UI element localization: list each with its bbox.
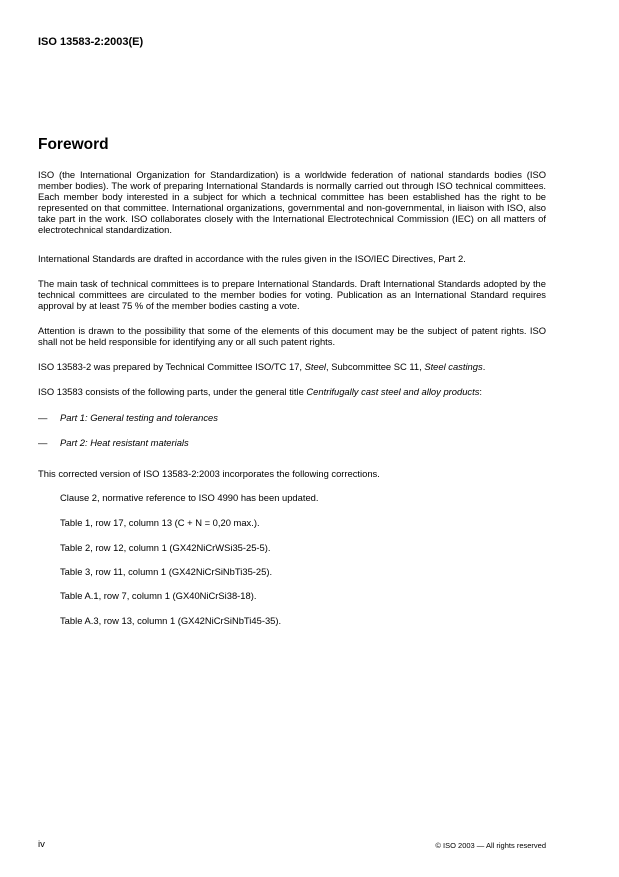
- paragraph-patent-rights: Attention is drawn to the possibility that some of the elements of this document may be the subject of patent rights. ISO shall not be held responsible for identifying any or all such patent rights.: [38, 325, 546, 347]
- correction-item: Table 3, row 11, column 1 (GX42NiCrSiNbTi35-25).: [60, 566, 273, 577]
- document-id-header: ISO 13583-2:2003(E): [38, 36, 144, 48]
- text-segment: ISO 13583-2 was prepared by Technical Committee ISO/TC 17,: [38, 361, 305, 372]
- paragraph-corrections-intro: This corrected version of ISO 13583-2:2003 incorporates the following corrections.: [38, 468, 380, 479]
- paragraph-drafting-rules: International Standards are drafted in accordance with the rules given in the ISO/IEC Directives, Part 2.: [38, 253, 466, 264]
- paragraph-parts-intro: [38, 387, 546, 398]
- text-segment: , Subcommittee SC 11,: [326, 361, 425, 372]
- copyright-notice: © ISO 2003 — All rights reserved: [435, 841, 546, 850]
- dash-bullet: —: [38, 412, 48, 423]
- part-2-label: Part 2: Heat resistant materials: [60, 437, 189, 448]
- subcommittee-name-steel-castings: Steel castings: [424, 361, 483, 372]
- part-1-label: Part 1: General testing and tolerances: [60, 412, 218, 423]
- correction-item: Table A.1, row 7, column 1 (GX40NiCrSi38-18).: [60, 590, 257, 601]
- correction-item: Table 1, row 17, column 13 (C + N = 0,20 max.).: [60, 517, 260, 528]
- correction-item: Table 2, row 12, column 1 (GX42NiCrWSi35-25-5).: [60, 542, 271, 553]
- paragraph-iso-federation: ISO (the International Organization for Standardization) is a worldwide federation of national standards bodies (ISO member bodies). The work of preparing International Standards is normally carried out through ISO technical committees. Each member body interested in a subject for which a technical committee has been established has the right to be represented on that committee. International organizations, governmental and non-governmental, in liaison with ISO, also take part in the work. ISO collaborates closely with the International Electrotechnical Commission (IEC) on all matters of electrotechnical standardization.: [38, 169, 546, 235]
- correction-item: Clause 2, normative reference to ISO 4990 has been updated.: [60, 492, 319, 503]
- text-segment: .: [482, 361, 486, 372]
- list-item-part-1: [38, 412, 218, 423]
- paragraph-committee-task: The main task of technical committees is to prepare International Standards. Draft International Standards adopted by the technical committees are circulated to the member bodies for voting. Publication as an International Standard requires approval by at least 75 % of the member bodies casting a vote.: [38, 278, 546, 311]
- text-segment: :: [479, 386, 483, 397]
- text-segment: ISO 13583 consists of the following parts, under the general title: [38, 386, 307, 397]
- general-title: Centrifugally cast steel and alloy products: [306, 386, 480, 397]
- paragraph-prepared-by: [38, 362, 546, 373]
- page-number: iv: [38, 839, 45, 850]
- committee-name-steel: Steel: [304, 361, 326, 372]
- page-title: Foreword: [38, 136, 109, 153]
- list-item-part-2: [38, 437, 189, 448]
- correction-item: Table A.3, row 13, column 1 (GX42NiCrSiNbTi45-35).: [60, 615, 282, 626]
- dash-bullet: —: [38, 437, 48, 448]
